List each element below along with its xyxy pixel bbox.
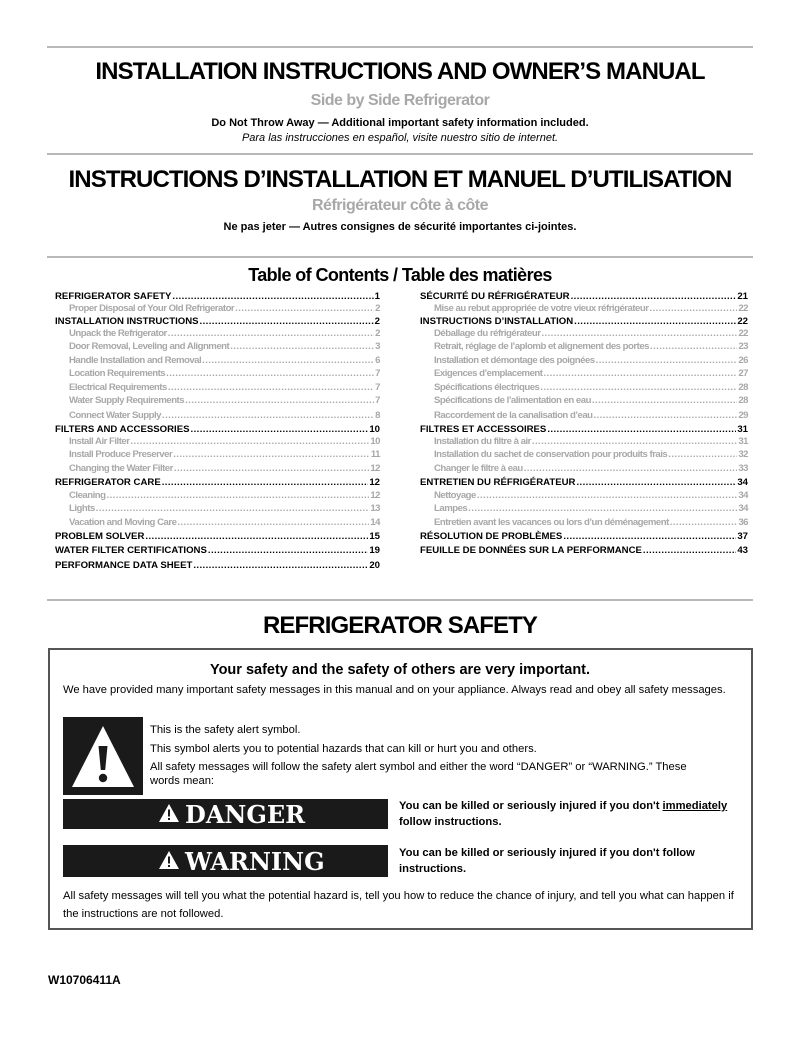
toc-entry-label: Install Air Filter <box>69 436 130 447</box>
toc-entry-label: Installation du filtre à air <box>434 436 531 447</box>
toc-leader-dots <box>172 291 373 302</box>
toc-entry-page: 7 <box>375 368 380 379</box>
toc-leader-dots <box>524 463 738 474</box>
toc-leader-dots <box>650 341 737 352</box>
toc-entry-page: 12 <box>369 477 380 488</box>
toc-entry[interactable] <box>55 291 380 302</box>
toc-entry-page: 31 <box>738 436 748 447</box>
toc-entry-page: 7 <box>375 395 380 406</box>
toc-entry[interactable] <box>55 560 380 571</box>
toc-entry-page: 33 <box>738 463 748 474</box>
toc-entry-label: WATER FILTER CERTIFICATIONS <box>55 545 207 556</box>
toc-leader-dots <box>571 291 737 302</box>
toc-leader-dots <box>145 531 368 542</box>
toc-entry-label: RÉSOLUTION DE PROBLÈMES <box>420 531 563 542</box>
safety-alert-icon <box>63 717 143 795</box>
toc-leader-dots <box>670 517 738 528</box>
toc-entry-page: 34 <box>738 503 748 514</box>
toc-entry[interactable] <box>420 517 748 528</box>
top-rule <box>47 46 753 48</box>
toc-leader-dots <box>574 316 736 327</box>
toc-entry-label: FEUILLE DE DONNÉES SUR LA PERFORMANCE <box>420 545 642 556</box>
toc-leader-dots <box>166 368 374 379</box>
toc-entry-label: Exigences d’emplacement <box>434 368 543 379</box>
toc-entry[interactable] <box>420 545 748 556</box>
toc-entry[interactable] <box>420 291 748 302</box>
toc-leader-dots <box>563 531 736 542</box>
toc-leader-dots <box>594 410 738 421</box>
rule-2 <box>47 153 753 155</box>
toc-leader-dots <box>596 355 738 366</box>
toc-entry[interactable] <box>55 395 380 406</box>
toc-entry[interactable] <box>55 341 380 352</box>
toc-leader-dots <box>168 328 374 339</box>
symbol-line-2: This symbol alerts you to potential hazards that can kill or hurt you and others. <box>150 743 537 755</box>
warning-label: WARNING <box>185 846 325 876</box>
toc-entry[interactable] <box>55 503 380 514</box>
toc-entry-label: Installation et démontage des poignées <box>434 355 595 366</box>
toc-entry-page: 10 <box>369 424 380 435</box>
toc-entry-page: 1 <box>374 291 380 302</box>
toc-entry[interactable] <box>55 303 380 314</box>
note-en: Do Not Throw Away — Additional important safety information included. <box>211 117 589 129</box>
toc-leader-dots <box>547 424 736 435</box>
toc-entry-page: 21 <box>737 291 748 302</box>
toc-entry-label: Proper Disposal of Your Old Refrigerator <box>69 303 235 314</box>
document-number: W10706411A <box>48 973 121 987</box>
toc-entry[interactable] <box>420 328 748 339</box>
toc-leader-dots <box>168 382 374 393</box>
toc-entry-page: 26 <box>738 355 748 366</box>
warning-banner <box>63 845 388 877</box>
toc-leader-dots <box>650 303 738 314</box>
toc-leader-dots <box>200 316 374 327</box>
toc-entry-page: 2 <box>374 316 380 327</box>
toc-entry-page: 34 <box>737 477 748 488</box>
danger-text-start: You can be killed or seriously injured if you don't <box>399 800 663 812</box>
toc-entry-label: ENTRETIEN DU RÉFRIGÉRATEUR <box>420 477 576 488</box>
symbol-line-1: This is the safety alert symbol. <box>150 724 301 736</box>
warning-description: You can be killed or seriously injured if you don't follow instructions. <box>399 847 695 875</box>
toc-entry[interactable] <box>55 463 380 474</box>
toc-entry-page: 22 <box>738 303 748 314</box>
toc-entry-page: 34 <box>738 490 748 501</box>
toc-entry-label: Unpack the Refrigerator <box>69 328 167 339</box>
toc-entry-page: 11 <box>370 449 380 460</box>
toc-entry-page: 32 <box>738 449 748 460</box>
toc-entry[interactable] <box>55 517 380 528</box>
toc-entry-label: PERFORMANCE DATA SHEET <box>55 560 193 571</box>
toc-entry-label: Retrait, réglage de l’aplomb et alignement des portes <box>434 341 650 352</box>
toc-leader-dots <box>230 341 374 352</box>
toc-entry-page: 28 <box>738 395 748 406</box>
toc-entry-page: 29 <box>738 410 748 421</box>
toc-entry-label: Connect Water Supply <box>69 410 161 421</box>
toc-leader-dots <box>177 517 369 528</box>
title-en: INSTALLATION INSTRUCTIONS AND OWNER’S MANUAL <box>95 58 705 85</box>
title-fr: INSTRUCTIONS D’INSTALLATION ET MANUEL D’UTILISATION <box>68 166 732 193</box>
toc-entry-label: FILTERS AND ACCESSORIES <box>55 424 190 435</box>
toc-entry-page: 31 <box>737 424 748 435</box>
toc-entry-page: 20 <box>369 560 380 571</box>
toc-entry-label: REFRIGERATOR SAFETY <box>55 291 172 302</box>
toc-entry[interactable] <box>55 410 380 421</box>
safety-intro: We have provided many important safety messages in this manual and on your appliance. Always read and obey all safety messages. <box>63 684 726 696</box>
toc-entry-label: Cleaning <box>69 490 106 501</box>
toc-entry[interactable] <box>420 531 748 542</box>
toc-leader-dots <box>174 463 369 474</box>
toc-entry-label: Lampes <box>434 503 468 514</box>
toc-leader-dots <box>173 449 370 460</box>
toc-leader-dots <box>162 477 369 488</box>
danger-text-emphasis: immediately <box>662 800 728 812</box>
toc-entry-label: Mise au rebut appropriée de votre vieux réfrigérateur <box>434 303 649 314</box>
toc-entry[interactable] <box>420 316 748 327</box>
toc-entry[interactable] <box>420 410 748 421</box>
toc-leader-dots <box>193 560 368 571</box>
toc-entry-page: 23 <box>738 341 748 352</box>
toc-entry-page: 3 <box>375 341 380 352</box>
toc-leader-dots <box>235 303 374 314</box>
toc-entry-label: Handle Installation and Removal <box>69 355 202 366</box>
toc-entry[interactable] <box>420 449 748 460</box>
rule-3 <box>47 256 753 258</box>
toc-entry-label: Door Removal, Leveling and Alignment <box>69 341 230 352</box>
toc-leader-dots <box>202 355 374 366</box>
danger-text-end: follow instructions. <box>399 816 502 828</box>
toc-entry-page: 2 <box>375 328 380 339</box>
toc-entry-page: 27 <box>738 368 748 379</box>
toc-leader-dots <box>107 490 370 501</box>
toc-entry[interactable] <box>55 449 380 460</box>
toc-entry[interactable] <box>55 477 380 488</box>
toc-leader-dots <box>477 490 737 501</box>
toc-entry-page: 22 <box>738 328 748 339</box>
toc-entry-page: 37 <box>737 531 748 542</box>
toc-entry-label: INSTRUCTIONS D’INSTALLATION <box>420 316 574 327</box>
subtitle-fr: Réfrigérateur côte à côte <box>311 197 488 214</box>
toc-entry-page: 10 <box>370 436 380 447</box>
toc-entry-label: Déballage du réfrigérateur <box>434 328 541 339</box>
toc-entry-label: Electrical Requirements <box>69 382 167 393</box>
toc-leader-dots <box>668 449 737 460</box>
toc-entry[interactable] <box>55 316 380 327</box>
toc-entry-page: 19 <box>369 545 380 556</box>
toc-entry-page: 8 <box>375 410 380 421</box>
toc-leader-dots <box>543 368 737 379</box>
toc-entry[interactable] <box>420 303 748 314</box>
toc-entry-page: 43 <box>737 545 748 556</box>
toc-leader-dots <box>185 395 374 406</box>
toc-entry-page: 28 <box>738 382 748 393</box>
toc-entry-label: FILTRES ET ACCESSOIRES <box>420 424 547 435</box>
rule-4 <box>47 599 753 601</box>
toc-entry-page: 2 <box>375 303 380 314</box>
toc-leader-dots <box>162 410 374 421</box>
toc-leader-dots <box>191 424 369 435</box>
toc-entry-label: Spécifications de l’alimentation en eau <box>434 395 591 406</box>
toc-entry[interactable] <box>55 436 380 447</box>
toc-entry-label: SÉCURITÉ DU RÉFRIGÉRATEUR <box>420 291 570 302</box>
toc-entry[interactable] <box>420 463 748 474</box>
toc-entry[interactable] <box>55 368 380 379</box>
toc-leader-dots <box>208 545 368 556</box>
toc-leader-dots <box>130 436 369 447</box>
toc-entry-label: Changer le filtre à eau <box>434 463 523 474</box>
toc-entry[interactable] <box>420 424 748 435</box>
toc-entry-label: Raccordement de la canalisation d’eau <box>434 410 593 421</box>
toc-leader-dots <box>541 328 737 339</box>
toc-leader-dots <box>576 477 736 488</box>
subtitle-en: Side by Side Refrigerator <box>310 92 490 109</box>
toc-entry[interactable] <box>420 395 748 406</box>
toc-entry-label: Entretien avant les vacances ou lors d’un déménagement <box>434 517 669 528</box>
toc-entry-page: 13 <box>370 503 380 514</box>
toc-leader-dots <box>96 503 370 514</box>
toc-leader-dots <box>532 436 737 447</box>
toc-entry-label: Vacation and Moving Care <box>69 517 177 528</box>
toc-title: Table of Contents / Table des matières <box>248 265 552 285</box>
toc-entry-page: 12 <box>370 490 380 501</box>
toc-entry[interactable] <box>55 490 380 501</box>
toc-leader-dots <box>540 382 737 393</box>
toc-entry-page: 6 <box>375 355 380 366</box>
toc-entry[interactable] <box>55 424 380 435</box>
alert-triangle-icon <box>158 800 180 829</box>
note-fr: Ne pas jeter — Autres consignes de sécurité importantes ci-jointes. <box>223 221 577 233</box>
toc-entry-label: INSTALLATION INSTRUCTIONS <box>55 316 199 327</box>
toc-entry-page: 7 <box>375 382 380 393</box>
toc-entry[interactable] <box>420 382 748 393</box>
toc-entry[interactable] <box>420 490 748 501</box>
toc-entry-label: REFRIGERATOR CARE <box>55 477 161 488</box>
toc-entry-label: Location Requirements <box>69 368 166 379</box>
toc-entry[interactable] <box>55 328 380 339</box>
toc-entry[interactable] <box>55 545 380 556</box>
alert-triangle-icon <box>158 847 180 876</box>
toc-entry[interactable] <box>420 477 748 488</box>
toc-entry-label: Water Supply Requirements <box>69 395 185 406</box>
toc-entry[interactable] <box>420 341 748 352</box>
toc-entry-label: Spécifications électriques <box>434 382 540 393</box>
toc-entry-label: Changing the Water Filter <box>69 463 173 474</box>
toc-entry[interactable] <box>55 355 380 366</box>
toc-entry-page: 12 <box>370 463 380 474</box>
toc-entry-label: Nettoyage <box>434 490 476 501</box>
toc-entry[interactable] <box>420 355 748 366</box>
note-es: Para las instrucciones en español, visite nuestro sitio de internet. <box>241 132 559 144</box>
safety-heading: REFRIGERATOR SAFETY <box>262 612 538 639</box>
safety-box-title: Your safety and the safety of others are very important. <box>209 662 591 678</box>
toc-entry-label: Install Produce Preserver <box>69 449 173 460</box>
danger-label: DANGER <box>185 799 306 829</box>
toc-entry[interactable] <box>420 436 748 447</box>
toc-entry-label: PROBLEM SOLVER <box>55 531 145 542</box>
danger-banner <box>63 799 388 829</box>
safety-footer: All safety messages will tell you what the potential hazard is, tell you how to reduce the chance of injury, and tell you what can happen if the instructions are not followed. <box>63 890 734 920</box>
toc-entry[interactable] <box>55 382 380 393</box>
toc-entry-label: Installation du sachet de conservation pour produits frais <box>434 449 668 460</box>
toc-entry[interactable] <box>55 531 380 542</box>
toc-entry-page: 36 <box>738 517 748 528</box>
toc-leader-dots <box>468 503 737 514</box>
toc-entry-page: 22 <box>737 316 748 327</box>
toc-entry-label: Lights <box>69 503 95 514</box>
symbol-line-3: All safety messages will follow the safety alert symbol and either the word “DANGER” or “WARNING.” These words mean: <box>150 761 687 787</box>
toc-entry[interactable] <box>420 368 748 379</box>
toc-leader-dots <box>643 545 736 556</box>
toc-leader-dots <box>592 395 737 406</box>
toc-entry-page: 14 <box>370 517 380 528</box>
toc-entry-page: 15 <box>369 531 380 542</box>
danger-description <box>399 798 744 830</box>
toc-entry[interactable] <box>420 503 748 514</box>
